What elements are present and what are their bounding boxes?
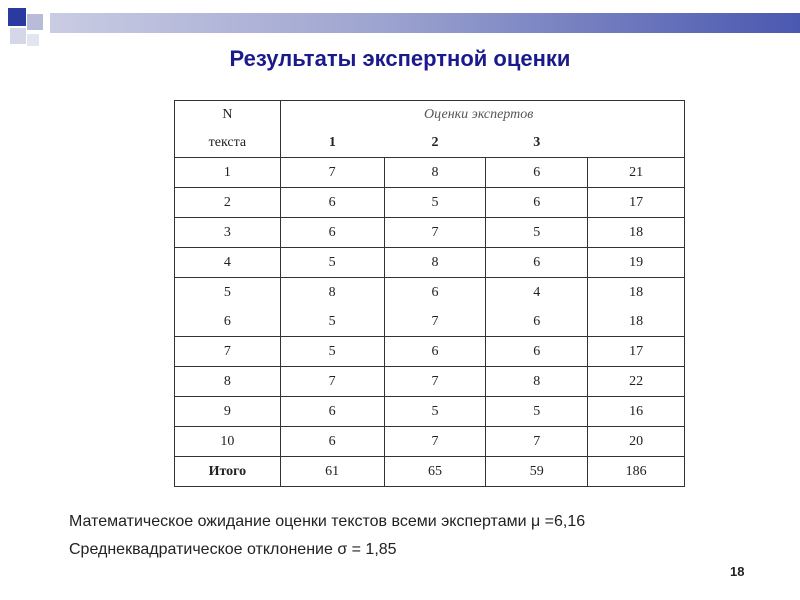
cell-expert-2: 5 [384,188,486,218]
cell-expert-3: 5 [486,397,588,427]
table-row [175,248,685,278]
expert-scores-table [174,100,685,487]
cell-n: 7 [175,337,281,367]
table-total-row [175,457,685,487]
table-row [175,367,685,397]
header-blank-2 [588,101,685,130]
cell-expert-3: 6 [486,337,588,367]
total-label: Итого [175,457,281,487]
table-row [175,397,685,427]
cell-expert-3: 7 [486,427,588,457]
cell-n: 8 [175,367,281,397]
cell-expert-1: 5 [280,248,384,278]
cell-expert-2: 8 [384,158,486,188]
cell-expert-3: 6 [486,158,588,188]
cell-n: 1 [175,158,281,188]
cell-n: 3 [175,218,281,248]
cell-expert-1: 6 [280,218,384,248]
cell-expert-1: 5 [280,337,384,367]
page-title: Результаты экспертной оценки [229,46,571,71]
cell-n: 10 [175,427,281,457]
header-text: текста [175,129,281,158]
table-row [175,337,685,367]
table-header-row-2 [175,129,685,158]
header-expert-1: 1 [280,129,384,158]
page-number: 18 [730,564,745,579]
cell-sum: 22 [588,367,685,397]
std-line: Среднеквадратическое отклонение σ = 1,85 [69,541,397,558]
mean-line: Математическое ожидание оценки текстов всеми экспертами μ =6,16 [69,513,586,530]
cell-sum: 16 [588,397,685,427]
table-row-double [175,278,685,337]
table-row [175,188,685,218]
cell-expert-2: 7 [384,218,486,248]
cell-expert-1: 7 [280,158,384,188]
cell-sum: 21 [588,158,685,188]
cell-sum: 18 [588,218,685,248]
cell-n: 9 [175,397,281,427]
cell-sum: 17 [588,337,685,367]
table-row [175,158,685,188]
total-sum: 186 [588,457,685,487]
header-gradient-bar [50,13,800,33]
cell-n: 5 6 [175,278,281,337]
table-header-row-1 [175,101,685,130]
cell-expert-1: 6 [280,427,384,457]
cell-expert-1: 6 [280,397,384,427]
cell-sum: 17 [588,188,685,218]
cell-expert-3: 5 [486,218,588,248]
cell-sum: 20 [588,427,685,457]
cell-expert-2: 5 [384,397,486,427]
cell-expert-2: 7 [384,367,486,397]
cell-sum: 18 18 [588,278,685,337]
header-sum-blank [588,129,685,158]
cell-expert-2: 7 [384,427,486,457]
total-expert-2: 65 [384,457,486,487]
total-expert-1: 61 [280,457,384,487]
cell-expert-3: 4 6 [486,278,588,337]
cell-expert-2: 6 7 [384,278,486,337]
header-expert-2: 2 [384,129,486,158]
table-row [175,218,685,248]
cell-n: 2 [175,188,281,218]
statistics-block [69,508,585,564]
header-blank [280,101,384,130]
header-expert-3: 3 [486,129,588,158]
cell-expert-1: 8 5 [280,278,384,337]
decor-square-4 [27,34,39,46]
cell-expert-1: 7 [280,367,384,397]
cell-expert-3: 8 [486,367,588,397]
table-row [175,427,685,457]
decor-square-3 [10,28,26,44]
header-n: N [175,101,281,130]
cell-expert-1: 6 [280,188,384,218]
decor-square-1 [8,8,26,26]
cell-expert-2: 6 [384,337,486,367]
decor-square-2 [27,14,43,30]
cell-expert-3: 6 [486,248,588,278]
total-expert-3: 59 [486,457,588,487]
cell-expert-3: 6 [486,188,588,218]
cell-sum: 19 [588,248,685,278]
cell-expert-2: 8 [384,248,486,278]
cell-n: 4 [175,248,281,278]
header-experts-label: Оценки экспертов [384,101,588,130]
